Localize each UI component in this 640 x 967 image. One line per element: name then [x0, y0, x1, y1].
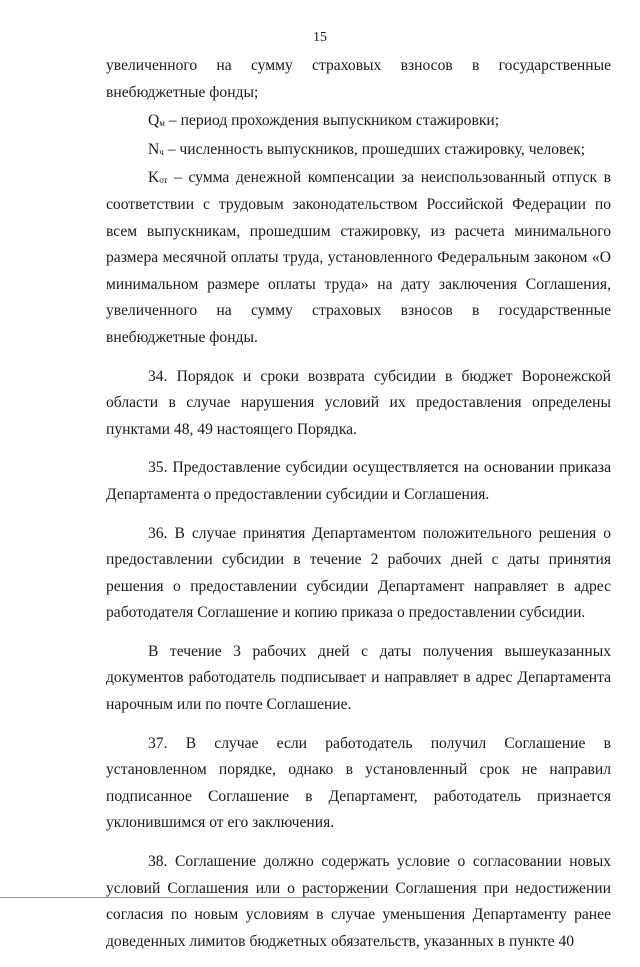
- symbol-q: Q: [148, 112, 160, 130]
- definition-qm-text: – период прохождения выпускником стажировки;: [164, 112, 500, 130]
- definition-nch-text: – численность выпускников, прошедших стажировку, человек;: [163, 140, 586, 158]
- subscript-m: м: [159, 118, 165, 129]
- symbol-k: K: [148, 169, 160, 187]
- clause-37: 37. В случае если работодатель получил Соглашение в установленном порядке, однако в установленный срок не направил подписанное Соглашение в Департамент, работодатель признается уклонившимся от его заключения.: [106, 734, 611, 832]
- clause-36-continuation: В течение 3 рабочих дней с даты получения вышеуказанных документов работодатель подписывает и направляет в адрес Департамента нарочным или по почте Соглашение.: [106, 642, 611, 714]
- clause-34: 34. Порядок и сроки возврата субсидии в бюджет Воронежской области в случае нарушения условий их предоставления определены пунктами 48, 49 настоящего Порядка.: [106, 367, 611, 438]
- definition-kot: [106, 165, 611, 351]
- definition-kot-text: – сумма денежной компенсации за неиспользованный отпуск в соответствии с трудовым законодательством Российской Федерации по всем выпускникам, прошедшим стажировку, из расчета минимального размера месячной оплаты труда, установленного Федеральным законом «О минимальном размере оплаты труда» на дату заключения Соглашения, увеличенного на сумму страховых взносов в государственные внебюджетные фонды.: [106, 169, 611, 346]
- clause-35: 35. Предоставление субсидии осуществляется на основании приказа Департамента о предоставлении субсидии и Соглашения.: [106, 459, 611, 503]
- symbol-n: N: [148, 140, 160, 158]
- document-body: [106, 53, 611, 967]
- paragraph-continuation: увеличенного на сумму страховых взносов в государственные внебюджетные фонды;: [106, 57, 611, 101]
- subscript-ot: от: [159, 175, 168, 186]
- scan-edge-line: [0, 897, 370, 898]
- clause-36: 36. В случае принятия Департаментом положительного решения о предоставлении субсидии в течение 2 рабочих дней с даты принятия решения о предоставлении субсидии Департамент направляет в адрес работодателя Соглашение и копию приказа о предоставлении субсидии.: [106, 524, 611, 622]
- subscript-ch: ч: [159, 146, 164, 157]
- definition-qm: [106, 108, 611, 135]
- clause-38: 38. Соглашение должно содержать условие о согласовании новых условий Соглашения или о расторжении Соглашения при недостижении согласия по новым условиям в случае уменьшения Департаменту ранее доведенных лимитов бюджетных обязательств, указанных в пункте 40: [106, 853, 611, 950]
- page-number: 15: [313, 30, 327, 45]
- definition-nch: [106, 137, 611, 164]
